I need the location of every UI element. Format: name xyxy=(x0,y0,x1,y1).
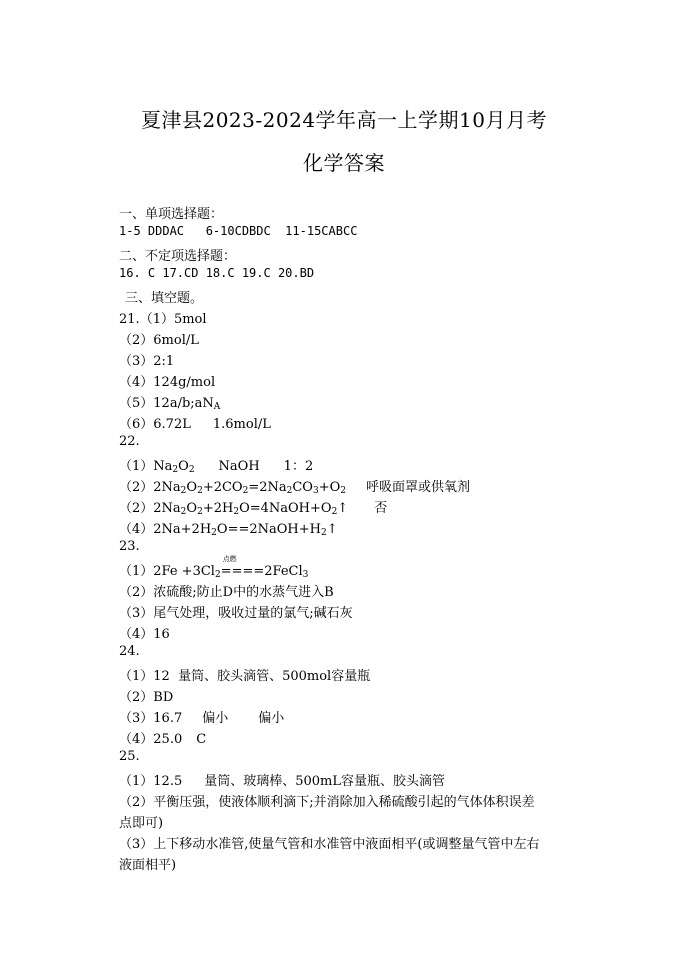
q24-number: 24. xyxy=(119,644,140,659)
q24-answer-4 xyxy=(119,728,206,747)
q25-answer-1 xyxy=(119,770,445,789)
q22-number: 22. xyxy=(119,434,140,449)
section2-heading: 二、不定项选择题： xyxy=(119,249,237,264)
q22-a2-s1: 2 xyxy=(180,486,187,496)
q23-a1-p2: ====2FeCl xyxy=(220,564,303,579)
q22-a4-p3: ↑ xyxy=(326,522,338,537)
q22-a1-p4: 1：2 xyxy=(283,459,314,474)
section1-heading: 一、单项选择题： xyxy=(119,207,224,222)
q21-answer-1: （1）5mol xyxy=(139,312,207,327)
q25-a1b: 量筒、玻璃棒、500mL容量瓶、胶头滴管 xyxy=(204,774,445,789)
q22-a3-p2: O xyxy=(186,501,198,516)
q21-answer-5-text: （5）12a/b;aN xyxy=(119,396,214,411)
q24-a3c: 偏小 xyxy=(258,711,285,726)
q23-answer-3: （3）尾气处理，吸收过量的氯气;碱石灰 xyxy=(119,606,353,621)
q24-a4b: C xyxy=(196,732,207,747)
q24-answer-3 xyxy=(119,707,284,726)
q22-a2-s3: 2 xyxy=(242,486,249,496)
q22-a1-p2: O xyxy=(178,459,189,474)
q22-a3-p1: （2）2Na xyxy=(119,501,181,516)
q21-answer-4: （4）124g/mol xyxy=(119,375,216,390)
q23-answer-2: （2）浓硫酸;防止D中的水蒸气进入B xyxy=(119,585,334,600)
q22-a3-s3: 2 xyxy=(233,507,240,517)
q22-a3-p3: +2H xyxy=(202,501,234,516)
q25-answer-3-line1: （3）上下移动水准管,使量气管和水准管中液面相平(或调整量气管中左右 xyxy=(119,837,540,852)
q22-a4-s1: 2 xyxy=(211,528,217,538)
q21-answer-6 xyxy=(119,413,271,432)
q21-number-line xyxy=(119,308,207,327)
q23-reaction-condition: 点燃 xyxy=(222,555,237,563)
q22-a2-p4: =2Na xyxy=(248,480,287,495)
page-subtitle: 化学答案 xyxy=(303,151,385,175)
q22-a2-p6: +O xyxy=(318,480,341,495)
q22-a3-s1: 2 xyxy=(180,507,187,517)
q22-a3-s2: 2 xyxy=(197,507,203,517)
section2-answers: 16. C 17.CD 18.C 19.C 20.BD xyxy=(119,266,315,280)
q22-a3-p6: 否 xyxy=(374,501,388,516)
q21-answer-5-sub: A xyxy=(213,402,221,412)
q22-a1-p1: （1）Na xyxy=(119,459,173,474)
q22-a4-s2: 2 xyxy=(320,528,327,538)
q21-answer-6a: （6）6.72L xyxy=(119,417,191,432)
q25-number: 25. xyxy=(119,749,140,764)
q24-answer-1: （1）12 量筒、胶头滴管、500mol容量瓶 xyxy=(119,669,371,684)
q22-a2-p5: CO xyxy=(292,480,313,495)
q25-a1a: （1）12.5 xyxy=(119,774,183,789)
q24-a4a: （4）25.0 xyxy=(119,732,183,747)
q23-a1-s2: 3 xyxy=(302,570,309,580)
q25-answer-3-line2: 液面相平) xyxy=(119,858,177,873)
q21-answer-3: （3）2:1 xyxy=(119,354,175,369)
q22-a1-p3: NaOH xyxy=(218,459,260,474)
q24-answer-2: （2）BD xyxy=(119,690,174,705)
q22-a2-s5: 3 xyxy=(312,486,319,496)
q22-a2-p2: O xyxy=(186,480,198,495)
q24-a3b: 偏小 xyxy=(202,711,229,726)
q22-a3-p5: ↑ xyxy=(337,501,349,516)
section3-heading: 三、填空题。 xyxy=(125,291,204,306)
q22-a2-p3: +2CO xyxy=(202,480,243,495)
q23-number: 23. xyxy=(119,539,140,554)
q22-answer-4 xyxy=(119,518,338,537)
q22-a2-s2: 2 xyxy=(197,486,203,496)
q25-answer-2-line2: 点即可) xyxy=(119,816,164,831)
q23-a1-p1: （1）2Fe +3Cl xyxy=(119,564,215,579)
q21-number: 21. xyxy=(119,312,140,327)
page-title: 夏津县2023-2024学年高一上学期10月月考 xyxy=(140,108,547,132)
q23-a1-s1: 2 xyxy=(214,570,221,580)
q22-a3-p4: O=4NaOH+O xyxy=(239,501,332,516)
q25-answer-2-line1: （2）平衡压强，使液体顺利滴下;并消除加入稀硫酸引起的气体体积误差 xyxy=(119,795,535,810)
q24-a3a: （3）16.7 xyxy=(119,711,183,726)
q22-a3-s4: 2 xyxy=(331,507,338,517)
q22-a2-s6: 2 xyxy=(340,486,346,496)
q23-answer-4: （4）16 xyxy=(119,627,170,642)
section1-answers: 1-5 DDDAC 6-10CDBDC 11-15CABCC xyxy=(119,224,358,238)
q21-answer-2: （2）6mol/L xyxy=(119,333,199,348)
q22-a4-p2: O==2NaOH+H xyxy=(216,522,321,537)
q22-a1-s2: 2 xyxy=(188,465,195,475)
q22-answer-3 xyxy=(119,497,387,516)
q22-a2-s4: 2 xyxy=(286,486,293,496)
q23-reaction-arrow xyxy=(220,555,303,579)
q22-answer-2 xyxy=(119,476,470,495)
q22-a2-p1: （2）2Na xyxy=(119,480,181,495)
q21-answer-6b: 1.6mol/L xyxy=(212,417,271,432)
q22-answer-1 xyxy=(119,455,313,474)
q22-a1-s1: 2 xyxy=(172,465,179,475)
q23-answer-1 xyxy=(119,555,309,580)
q22-a4-p1: （4）2Na+2H xyxy=(119,522,212,537)
q22-a2-p7: 呼吸面罩或供氧剂 xyxy=(366,480,471,495)
q21-answer-5 xyxy=(119,392,220,411)
